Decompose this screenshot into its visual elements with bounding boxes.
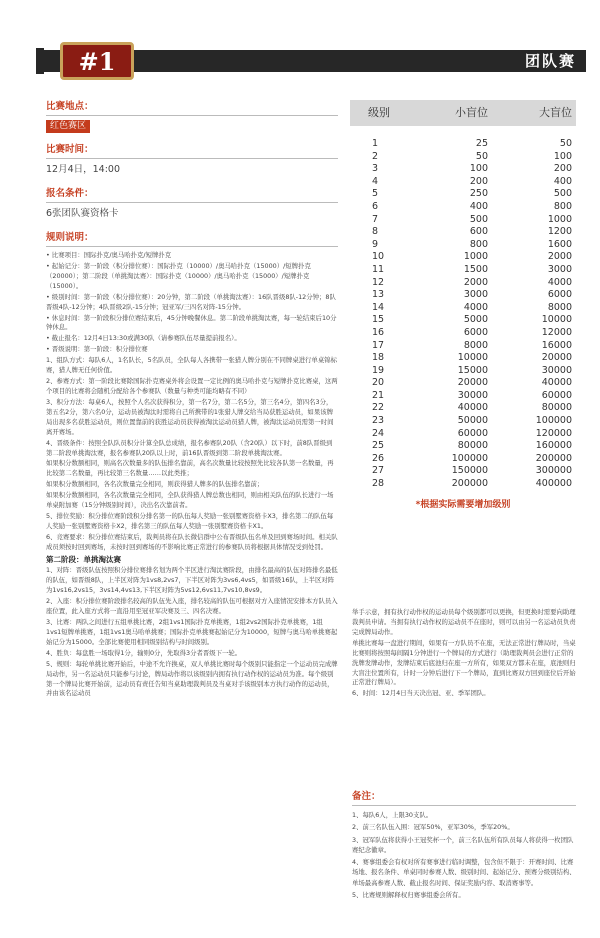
small-blind-cell: 20000 <box>457 377 488 389</box>
divider <box>46 202 338 203</box>
level-cell: 5 <box>372 188 379 200</box>
table-row <box>350 138 576 151</box>
small-blind-cell: 200000 <box>451 478 488 490</box>
level-cell: 16 <box>372 326 385 338</box>
table-row <box>350 327 576 340</box>
table-row <box>350 151 576 164</box>
table-row <box>350 453 576 466</box>
table-row <box>350 352 576 365</box>
big-blind-cell: 6000 <box>547 289 572 301</box>
table-row <box>350 289 576 302</box>
table-row <box>350 163 576 176</box>
table-row <box>350 239 576 252</box>
note-item: 3、冠军队伍将获得小王冠奖杯一个，前三名队伍所有队员每人将获得一枚团队赛纪念徽章。 <box>352 835 574 854</box>
table-row <box>350 251 576 264</box>
level-cell: 12 <box>372 276 385 288</box>
big-blind-cell: 60000 <box>541 389 572 401</box>
table-row <box>350 465 576 478</box>
table-row <box>350 314 576 327</box>
divider <box>352 805 576 806</box>
table-row <box>350 302 576 315</box>
rule-paragraph: 1、组队方式：每队6人，1名队长，5名队员，全队每人各携带一张猎人牌分别在不同牌桌进行单桌锦标赛，猎人牌无任何价值。 <box>46 356 338 375</box>
time-value: 12月4日，14:00 <box>46 164 121 175</box>
small-blind-cell: 3000 <box>463 289 488 301</box>
header-banner <box>0 42 600 78</box>
small-blind-cell: 30000 <box>457 389 488 401</box>
big-blind-cell: 1600 <box>547 238 572 250</box>
small-blind-cell: 600 <box>469 226 488 238</box>
rule-paragraph: 举手示意，拥有执行动作权的运动员每个级别都可以更换，但更换时需要向助理裁判员申请。当拥有执行动作权的运动员不在座时，则可以由另一名运动员负责完成牌局动作。 <box>352 608 576 636</box>
big-blind-cell: 30000 <box>541 364 572 376</box>
event-title: 团队赛 <box>524 52 576 70</box>
big-blind-cell: 800 <box>553 200 572 212</box>
rules-title: 规则说明： <box>46 232 94 243</box>
entry-value: 6张团队赛资格卡 <box>46 208 119 219</box>
venue-value: 红色赛区 <box>46 120 90 133</box>
big-blind-cell: 16000 <box>541 339 572 351</box>
venue-label: 比赛地点： <box>46 101 94 112</box>
level-cell: 19 <box>372 364 385 376</box>
level-cell: 6 <box>372 200 379 212</box>
header-big-blind: 大盲位 <box>539 106 572 120</box>
big-blind-cell: 80000 <box>541 402 572 414</box>
rule-paragraph: • 比赛项目：国际扑克/奥马哈扑克/短牌扑克 <box>46 251 172 259</box>
header-level: 级别 <box>368 106 390 120</box>
table-body <box>350 138 576 491</box>
level-cell: 15 <box>372 314 385 326</box>
big-blind-cell: 100000 <box>535 415 572 427</box>
level-cell: 13 <box>372 289 385 301</box>
event-details <box>46 100 338 913</box>
small-blind-cell: 1500 <box>463 263 488 275</box>
big-blind-cell: 200 <box>553 163 572 175</box>
notes-section <box>352 790 576 902</box>
notes-label: 备注： <box>352 791 381 802</box>
rule-paragraph: 3、比赛：两队之间进行五组单挑比赛，2组1vs1国际扑克单挑赛，1组2vs2国际扑克单挑赛，1组1vs1短牌单挑赛，1组1vs1奥马哈单挑赛；国际扑克单挑赛起始记分为10000，短牌与奥马哈单挑赛起始记分为15000。全部比赛使用相同级别结构与时间级别。 <box>46 617 338 646</box>
divider <box>46 246 338 247</box>
big-blind-cell: 300000 <box>535 465 572 477</box>
level-cell: 17 <box>372 339 385 351</box>
level-cell: 10 <box>372 251 385 263</box>
big-blind-cell: 160000 <box>535 440 572 452</box>
small-blind-cell: 150000 <box>451 465 488 477</box>
table-row <box>350 226 576 239</box>
small-blind-cell: 80000 <box>457 440 488 452</box>
header-small-blind: 小盲位 <box>455 106 488 120</box>
rule-paragraph: 单挑比赛每一盘进行期间，如果有一方队员不在座，无法正常进行牌局时，当桌比赛则将按照每间隔1分钟进行一个牌局的方式进行（助理裁判员会进行正常的洗牌发牌动作，发牌结束后底池归在座一方所有，如果双方都未在座，底池则归大盲注位置所有，计时一分钟后进行下一个牌局，直到比赛双方回到座位后开始正常进行牌局）。 <box>352 638 576 687</box>
rule-paragraph: 第二阶段：单挑淘汰赛 <box>46 554 121 564</box>
rule-paragraph: 1、对阵：晋级队伍按照积分排位赛排名划为两个半区进行淘汰赛阶段，由排名最高的队伍对阵排名最低的队伍，如晋级8队，上半区对阵为1vs8,2vs7，下半区对阵为3vs6,4vs5，如晋级16队，上半区对阵为1vs16,2vs15，3vs14,4vs13,下半区对阵为5vs12,6vs11,7vs10,8vs9。 <box>46 566 338 595</box>
small-blind-cell: 400 <box>469 200 488 212</box>
rule-paragraph: 3、积分方法：每桌6人，按照个人名次获得积分，第一名7分，第二名5分，第三名4分，第四名3分，第五名2分，第六名0分，运动员被淘汰时需将自己所携带的1张猎人牌交给当局获胜运动员，如果该牌局出现多名获胜运动员，则位置靠前的获胜运动员获得被淘汰运动员猎人牌，被淘汰运动员需第一时间离开赛场。 <box>46 397 334 436</box>
rule-paragraph: 4、胜负：每盘胜一场取得1分，输则0分，先取得3分者晋级下一轮。 <box>46 648 242 657</box>
rule-paragraph: 2、参赛方式：第一阶段比赛除国际扑克赛桌外将会设置一定比例的奥马哈扑克与短牌扑克比赛桌，这两个项目的比赛将会随机分配给各个参赛队（数量与种类可能均略有不同） <box>46 377 338 395</box>
note-item: 4、赛事组委会有权对所有赛事进行临时调整，包含但不限于：开赛时间、比赛场地、报名条件、单桌同时参赛人数、级别时间、起始记分、预赛分级别结构、单场最高参赛人数、截止报名时间、保证奖励内容、取消赛事等。 <box>352 858 576 887</box>
small-blind-cell: 6000 <box>463 326 488 338</box>
small-blind-cell: 200 <box>469 175 488 187</box>
rule-paragraph: • 级别时间：第一阶段（积分排位赛）：20分钟，第二阶段（单挑淘汰赛）：16队晋级8队-12分钟；8队晋级4队-12分钟；4队晋级2队-15分钟；冠亚军/三四名对阵-15分钟。 <box>46 292 336 311</box>
big-blind-cell: 1000 <box>547 213 572 225</box>
small-blind-cell: 50000 <box>457 415 488 427</box>
note-item: 2、前三名队伍入围：冠军50%，亚军30%，季军20%。 <box>352 823 514 832</box>
small-blind-cell: 500 <box>469 213 488 225</box>
big-blind-cell: 12000 <box>541 326 572 338</box>
small-blind-cell: 15000 <box>457 364 488 376</box>
table-row <box>350 264 576 277</box>
level-cell: 14 <box>372 301 385 313</box>
big-blind-cell: 40000 <box>541 377 572 389</box>
small-blind-cell: 1000 <box>463 251 488 263</box>
table-row <box>350 402 576 415</box>
small-blind-cell: 4000 <box>463 301 488 313</box>
table-row <box>350 415 576 428</box>
small-blind-cell: 50 <box>475 150 488 162</box>
table-row <box>350 188 576 201</box>
rule-paragraph: 4、晋级条件：按照全队队员积分计算全队总成绩，报名参赛队20队（含20队）以下时，前8队晋级到第二阶段单挑淘汰赛，报名参赛队20队以上时，前16队晋级到第二阶段单挑淘汰赛。 <box>46 438 333 457</box>
level-cell: 24 <box>372 427 385 439</box>
small-blind-cell: 25 <box>475 138 488 149</box>
big-blind-cell: 10000 <box>541 314 572 326</box>
table-row <box>350 176 576 189</box>
level-cell: 27 <box>372 465 385 477</box>
level-cell: 23 <box>372 415 385 427</box>
level-cell: 25 <box>372 440 385 452</box>
level-cell: 26 <box>372 452 385 464</box>
small-blind-cell: 100 <box>469 163 488 175</box>
table-header <box>350 100 576 126</box>
level-cell: 4 <box>372 175 379 187</box>
level-cell: 11 <box>372 263 385 275</box>
table-row <box>350 377 576 390</box>
note-item: 1、每队6人，上限30支队。 <box>352 811 433 819</box>
level-cell: 2 <box>372 150 379 162</box>
divider <box>46 115 338 116</box>
big-blind-cell: 3000 <box>547 263 572 275</box>
small-blind-cell: 100000 <box>451 452 488 464</box>
big-blind-cell: 4000 <box>547 276 572 288</box>
notes-list <box>352 810 576 900</box>
table-row <box>350 201 576 214</box>
level-cell: 22 <box>372 402 385 414</box>
table-row <box>350 340 576 353</box>
rule-paragraph: 如果积分数额相同，各名次数量完全相同，则获得猎人牌多的队伍排名靠前； <box>46 480 264 489</box>
rule-paragraph: 2、入座：积分排位赛阶段排名较高的队伍先入座，排名较高的队伍可根据对方入座情况安排本方队员入座位置，此入座方式将一直沿用至冠亚军决赛及三、四名决赛。 <box>46 597 338 616</box>
rule-paragraph: • 晋级说明：第一阶段：积分排位赛 <box>46 345 148 354</box>
small-blind-cell: 8000 <box>463 339 488 351</box>
small-blind-cell: 10000 <box>457 352 488 364</box>
small-blind-cell: 40000 <box>457 402 488 414</box>
small-blind-cell: 60000 <box>457 427 488 439</box>
big-blind-cell: 120000 <box>535 427 572 439</box>
big-blind-cell: 400 <box>553 175 572 187</box>
rule-paragraph: • 起始记分：第一阶段（积分排位赛）：国际扑克（10000）/奥马哈扑克（15000）/短牌扑克（20000）；第二阶段（单挑淘汰赛）：国际扑克（10000）/奥马哈扑克（15000）/短牌扑克（15000）。 <box>46 261 311 290</box>
event-number-badge <box>60 42 134 80</box>
big-blind-cell: 20000 <box>541 352 572 364</box>
big-blind-cell: 400000 <box>535 478 572 490</box>
level-cell: 7 <box>372 213 379 225</box>
rule-paragraph: 5、排位奖励：积分排位赛阶段积分排名第一的队伍每人奖励一张别墅赛资格卡X3，排名第二的队伍每人奖励一张别墅赛资格卡X2，排名第三的队伍每人奖励一张别墅赛资格卡X1。 <box>46 512 334 530</box>
table-row <box>350 365 576 378</box>
table-row <box>350 478 576 491</box>
table-row <box>350 428 576 441</box>
entry-label: 报名条件： <box>46 188 94 199</box>
rule-paragraph: 如果积分数额相同，则高名次数量多的队伍排名靠前，高名次数量比较按照先比较各队第一名数量，再比较第二名数量，再比较第三名数量……以此类推； <box>46 459 334 478</box>
big-blind-cell: 2000 <box>547 251 572 263</box>
rule-paragraph: 6、时间：12月4日当天决出冠、亚、季军团队。 <box>352 689 490 698</box>
level-cell: 9 <box>372 238 379 250</box>
event-number: #1 <box>78 47 116 76</box>
small-blind-cell: 5000 <box>463 314 488 326</box>
rule-paragraph: • 休息时间：第一阶段积分排位赛结束后，45分钟晚餐休息。第二阶段单挑淘汰赛，每一轮结束后10分钟休息。 <box>46 313 337 332</box>
level-cell: 28 <box>372 478 385 490</box>
level-cell: 18 <box>372 352 385 364</box>
big-blind-cell: 100 <box>553 150 572 162</box>
level-cell: 1 <box>372 138 379 149</box>
time-label: 比赛时间： <box>46 144 94 155</box>
table-row <box>350 277 576 290</box>
level-cell: 20 <box>372 377 385 389</box>
rules-text <box>46 251 338 913</box>
rule-paragraph: • 截止报名：12月4日13:30或满30队（请参赛队伍尽量提前报名）。 <box>46 334 241 343</box>
rule-paragraph: 如果积分数额相同，各名次数量完全相同，全队获得猎人牌总数也相同，则由相关队伍的队长进行一场单桌附加赛（15分钟级别时间），决出名次靠前者。 <box>46 491 334 510</box>
blind-structure-table <box>350 100 576 513</box>
small-blind-cell: 2000 <box>463 276 488 288</box>
big-blind-cell: 50 <box>559 138 572 149</box>
big-blind-cell: 200000 <box>535 452 572 464</box>
table-row <box>350 214 576 227</box>
level-cell: 3 <box>372 163 379 175</box>
divider <box>46 158 338 159</box>
rule-paragraph: 5、规则：每轮单挑比赛开始后，中途不允许换桌，双人单挑比赛时每个级别只能指定一个运动员完成牌局动作，另一名运动员只能参与讨论，牌局动作将以该级别内拥有执行动作权的运动员为准。每个级别第一个牌局比赛开始前，运动员有责任告知当桌助理裁判员及当桌对手该级别本方执行动作的运动员，并由该名运动员 <box>46 659 338 698</box>
small-blind-cell: 250 <box>469 188 488 200</box>
big-blind-cell: 8000 <box>547 301 572 313</box>
note-item: 5、比赛规则解释权归赛事组委会所有。 <box>352 890 465 899</box>
rules-continued <box>352 608 576 700</box>
big-blind-cell: 500 <box>553 188 572 200</box>
level-cell: 21 <box>372 389 385 401</box>
big-blind-cell: 1200 <box>547 226 572 238</box>
table-row <box>350 390 576 403</box>
level-cell: 8 <box>372 226 379 238</box>
table-row <box>350 440 576 453</box>
rule-paragraph: 6、竞赛要求：积分排位赛结束后，裁判员将在队长微信群中公布晋级队伍名单及回到赛场时间。相关队成员须按时回到赛场，未按时回到赛场的不影响比赛正常进行的参赛队员将根据具体情况受到处罚。 <box>46 532 338 551</box>
small-blind-cell: 800 <box>469 238 488 250</box>
table-note: *根据实际需要增加级别 <box>415 499 511 510</box>
